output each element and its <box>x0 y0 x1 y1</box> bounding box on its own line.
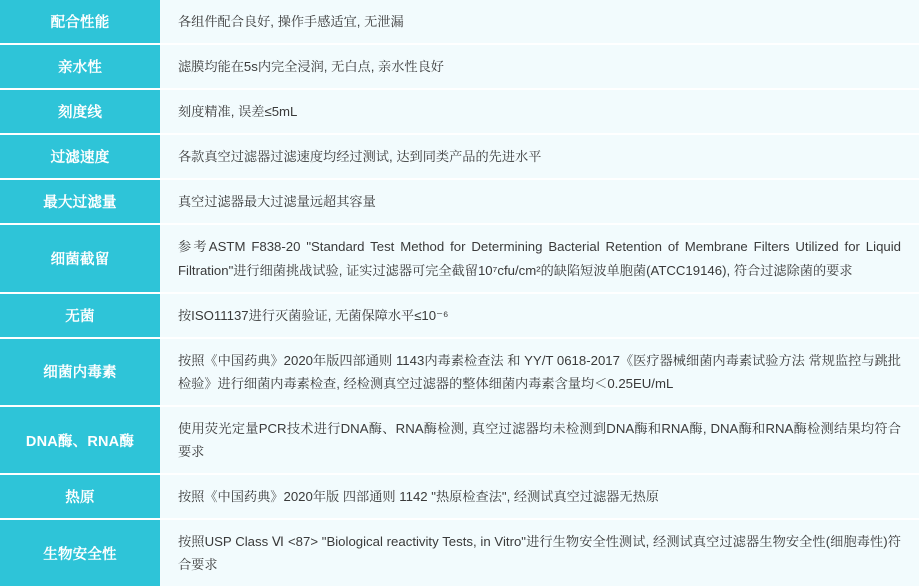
table-row <box>0 338 919 406</box>
table-row <box>0 406 919 474</box>
row-value-text: 参考ASTM F838-20 "Standard Test Method for Determining Bacterial Retention of Membrane Filters Utilized for Liquid Filtration"进行细菌挑战试验, 证实过滤器可完全截留10⁷cfu/cm²的缺陷短波单胞菌(ATCC19146), 符合过滤除菌的要求 <box>178 239 901 278</box>
row-value <box>160 338 919 406</box>
row-value <box>160 0 919 44</box>
row-label: 刻度线 <box>0 89 160 134</box>
table-row <box>0 44 919 89</box>
row-value-text: 按照《中国药典》2020年版四部通则 1143内毒素检查法 和 YY/T 0618-2017《医疗器械细菌内毒素试验方法 常规监控与跳批检验》进行细菌内毒素检查, 经检测真空过滤器的整体细菌内毒素含量均＜0.25EU/mL <box>178 352 901 391</box>
row-value-text: 按ISO11137进行灭菌验证, 无菌保障水平≤10⁻⁶ <box>178 307 449 323</box>
row-label: 无菌 <box>0 293 160 338</box>
row-label: DNA酶、RNA酶 <box>0 406 160 474</box>
row-value-text: 按照USP Class Ⅵ <87> "Biological reactivity Tests, in Vitro"进行生物安全性测试, 经测试真空过滤器生物安全性(细胞毒性)符合要求 <box>178 534 901 573</box>
table-row <box>0 224 919 292</box>
row-value-text: 真空过滤器最大过滤量远超其容量 <box>178 194 376 210</box>
row-label: 热原 <box>0 474 160 519</box>
row-value-text: 各款真空过滤器过滤速度均经过测试, 达到同类产品的先进水平 <box>178 149 542 165</box>
row-value <box>160 179 919 224</box>
row-label: 配合性能 <box>0 0 160 44</box>
row-value-text: 按照《中国药典》2020年版 四部通则 1142 "热原检查法", 经测试真空过滤器无热原 <box>178 489 659 505</box>
table-row <box>0 89 919 134</box>
row-label: 最大过滤量 <box>0 179 160 224</box>
row-value <box>160 89 919 134</box>
row-value <box>160 519 919 587</box>
row-value-text: 使用荧光定量PCR技术进行DNA酶、RNA酶检测, 真空过滤器均未检测到DNA酶和RNA酶, DNA酶和RNA酶检测结果均符合要求 <box>178 420 901 460</box>
row-value <box>160 293 919 338</box>
row-value <box>160 406 919 474</box>
row-label: 细菌截留 <box>0 224 160 292</box>
table-row <box>0 134 919 179</box>
row-value <box>160 224 919 292</box>
table-row <box>0 519 919 587</box>
table-row <box>0 0 919 44</box>
row-value <box>160 44 919 89</box>
row-label: 过滤速度 <box>0 134 160 179</box>
row-value <box>160 474 919 519</box>
row-label: 亲水性 <box>0 44 160 89</box>
row-value-text: 各组件配合良好, 操作手感适宜, 无泄漏 <box>178 14 404 29</box>
table-row <box>0 474 919 519</box>
row-value-text: 滤膜均能在5s内完全浸润, 无白点, 亲水性良好 <box>178 59 444 75</box>
table-row <box>0 293 919 338</box>
row-label: 细菌内毒素 <box>0 338 160 406</box>
row-label: 生物安全性 <box>0 519 160 587</box>
row-value-text: 刻度精准, 误差≤5mL <box>178 104 298 120</box>
table-row <box>0 179 919 224</box>
row-value <box>160 134 919 179</box>
